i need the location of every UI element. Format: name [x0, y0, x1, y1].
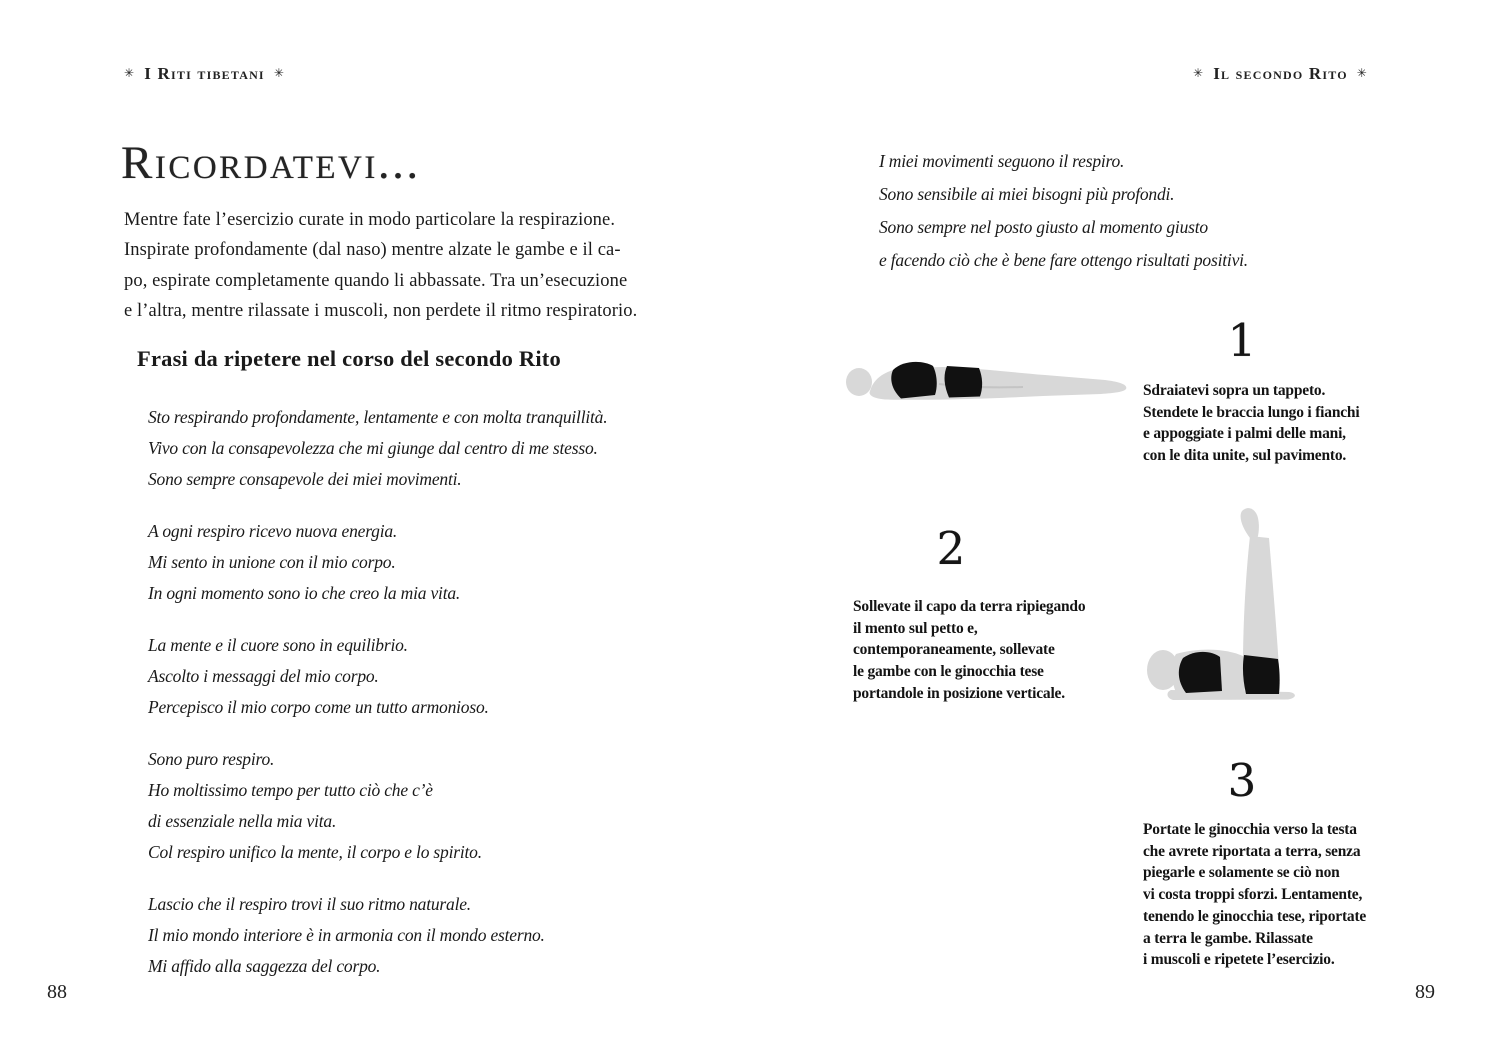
- step-1-number: 1: [1227, 314, 1257, 367]
- text-line: Ho moltissimo tempo per tutto ciò che c’è: [148, 780, 433, 800]
- text-line: che avrete riportata a terra, senza: [1143, 842, 1361, 860]
- flower-ornament-icon: ✳: [1192, 66, 1205, 80]
- text-line: Inspirate profondamente (dal naso) mentre alzate le gambe e il ca-: [124, 240, 621, 261]
- stanza: [148, 516, 607, 609]
- text-line: le gambe con le ginocchia tese: [853, 663, 1044, 681]
- step-3-instructions: [1143, 819, 1366, 971]
- text-line: Sono puro respiro.: [148, 749, 275, 769]
- page-number-left: 88: [47, 981, 67, 1003]
- text-line: e appoggiate i palmi delle mani,: [1143, 425, 1346, 443]
- text-line: Il mio mondo interiore è in armonia con il mondo esterno.: [148, 925, 545, 945]
- running-head-right: [1193, 64, 1368, 84]
- text-line: Sto respirando profondamente, lentamente e con molta tranquillità.: [148, 407, 608, 427]
- text-line: Sdraiatevi sopra un tappeto.: [1143, 382, 1326, 399]
- step-3-number: 3: [1227, 754, 1257, 807]
- text-line: Percepisco il mio corpo come un tutto armonioso.: [148, 697, 489, 717]
- text-line: contemporaneamente, sollevate: [853, 641, 1055, 659]
- text-line: Col respiro unifico la mente, il corpo e lo spirito.: [148, 842, 482, 862]
- running-head-right-text: Il secondo Rito: [1213, 64, 1348, 83]
- step-2-number: 2: [936, 522, 966, 575]
- text-line: Stendete le braccia lungo i fianchi: [1143, 403, 1360, 421]
- step-1-instructions: [1143, 380, 1359, 467]
- text-line: Vivo con la consapevolezza che mi giunge dal centro di me stesso.: [148, 438, 598, 458]
- step-2-instructions: [853, 596, 1085, 705]
- text-line: Mentre fate l’esercizio curate in modo particolare la respirazione.: [124, 210, 616, 230]
- affirmation-stanzas: [148, 402, 607, 1003]
- text-line: tenendo le ginocchia tese, riportate: [1143, 907, 1367, 925]
- section-heading: Frasi da ripetere nel corso del secondo Rito: [137, 346, 561, 371]
- running-head-left: [124, 64, 285, 84]
- text-line: a terra le gambe. Rilassate: [1143, 929, 1313, 947]
- flower-ornament-icon: ✳: [273, 66, 286, 80]
- text-line: Lascio che il respiro trovi il suo ritmo naturale.: [148, 894, 471, 914]
- text-line: Sono sensibile ai miei bisogni più profondi.: [879, 184, 1175, 204]
- text-line: portandole in posizione verticale.: [853, 684, 1065, 702]
- text-line: e l’altra, mentre rilassate i muscoli, non perdete il ritmo respiratorio.: [124, 301, 638, 322]
- text-line: I miei movimenti seguono il respiro.: [879, 151, 1125, 171]
- running-head-left-text: I Riti tibetani: [144, 64, 265, 83]
- text-line: vi costa troppi sforzi. Lentamente,: [1143, 886, 1363, 904]
- text-line: e facendo ciò che è bene fare ottengo risultati positivi.: [879, 250, 1248, 270]
- text-line: di essenziale nella mia vita.: [148, 811, 337, 831]
- page-number-right: 89: [1415, 981, 1435, 1003]
- text-line: i muscoli e ripetete l’esercizio.: [1143, 951, 1335, 969]
- flower-ornament-icon: ✳: [124, 66, 136, 80]
- text-line: po, espirate completamente quando li abbassate. Tra un’esecuzione: [124, 270, 628, 291]
- text-line: La mente e il cuore sono in equilibrio.: [148, 635, 408, 655]
- text-line: piegarle e solamente se ciò non: [1143, 864, 1340, 882]
- text-line: Mi sento in unione con il mio corpo.: [148, 552, 396, 572]
- stanza: [148, 889, 607, 982]
- text-line: con le dita unite, sul pavimento.: [1143, 447, 1347, 465]
- flower-ornament-icon: ✳: [1356, 66, 1368, 80]
- figure-legs-raised: [1131, 504, 1309, 704]
- text-line: Mi affido alla saggezza del corpo.: [148, 956, 381, 976]
- stanza: [148, 402, 607, 495]
- text-line: il mento sul petto e,: [853, 619, 978, 637]
- text-line: In ogni momento sono io che creo la mia vita.: [148, 583, 461, 603]
- affirmation-stanza-right: [879, 145, 1248, 277]
- text-line: Sono sempre nel posto giusto al momento giusto: [879, 217, 1208, 237]
- text-line: A ogni respiro ricevo nuova energia.: [148, 521, 398, 541]
- chapter-title: Ricordatevi...: [121, 137, 421, 189]
- stanza: [148, 744, 607, 868]
- stanza: [148, 630, 607, 723]
- text-line: Sollevate il capo da terra ripiegando: [853, 598, 1086, 615]
- intro-paragraph: [124, 205, 637, 327]
- text-line: Portate le ginocchia verso la testa: [1143, 821, 1357, 838]
- text-line: Ascolto i messaggi del mio corpo.: [148, 666, 379, 686]
- text-line: Sono sempre consapevole dei miei movimenti.: [148, 469, 462, 489]
- figure-lying-flat: [843, 354, 1135, 406]
